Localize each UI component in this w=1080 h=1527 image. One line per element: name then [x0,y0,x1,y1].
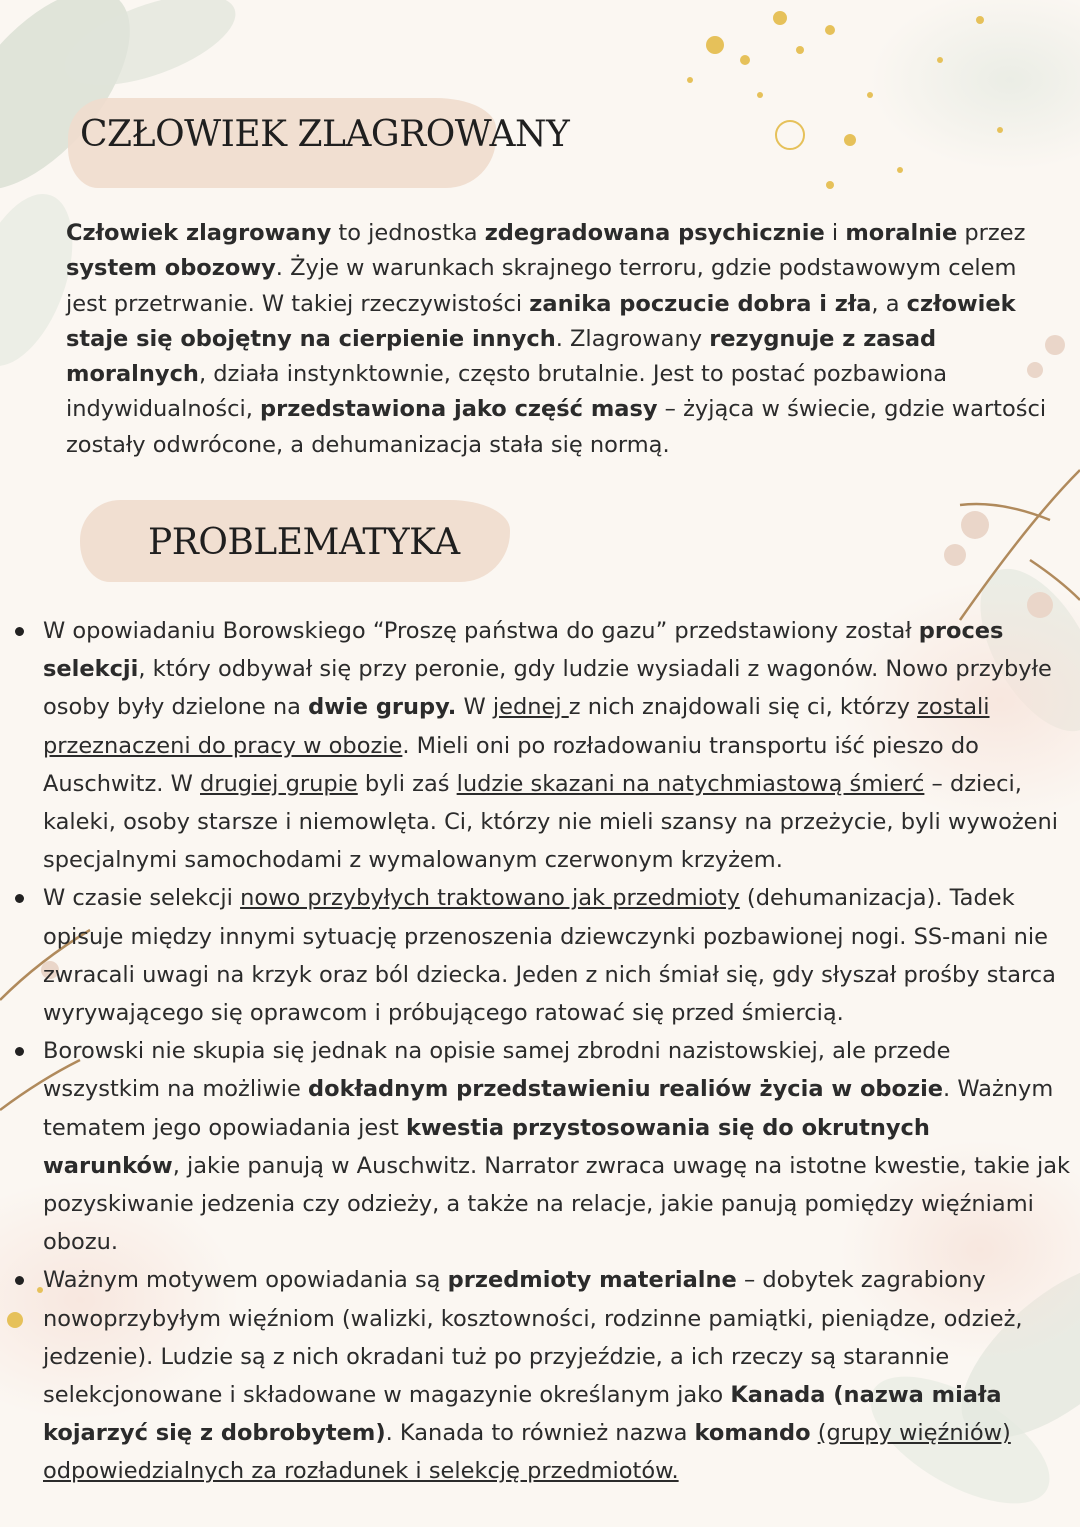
section-heading-problematyka [0,480,540,600]
gold-ring-decoration [776,121,804,149]
problem-list [0,612,1080,1491]
heading-title: PROBLEMATYKA [148,522,460,563]
list-item: W opowiadaniu Borowskiego “Proszę państwa do gazu” przedstawiony został proces selekcji, który odbywał się przy peronie, gdy ludzie wysiadali z wagonów. Nowo przybyłe osoby były dzielone na dwie grupy. W jednej z nich znajdowali się ci, którzy zostali przeznaczeni do pracy w obozie. Mieli oni po rozładowaniu transportu iść pieszo do Auschwitz. W drugiej grupie byli zaś ludzie skazani na natychmiastową śmierć – dzieci, kaleki, osoby starsze i niemowlęta. Ci, którzy nie mieli szansy na przeżycie, byli wywożeni specjalnymi samochodami z wymalowanym czerwonym krzyżem. [0,612,1080,879]
list-item: W czasie selekcji nowo przybyłych traktowano jak przedmioty (dehumanizacja). Tadek opisuje między innymi sytuację przenoszenia dziewczynki pozbawionej nogi. SS-mani nie zwracali uwagi na krzyk oraz ból dziecka. Jeden z nich śmiał się, gdy słyszał prośby starca wyrywającego się oprawcom i próbującego ratować się przed śmiercią. [0,879,1080,1032]
list-item: Borowski nie skupia się jednak na opisie samej zbrodni nazistowskiej, ale przede wszystkim na możliwie dokładnym przedstawieniu realiów życia w obozie. Ważnym tematem jego opowiadania jest kwestia przystosowania się do okrutnych warunków, jakie panują w Auschwitz. Narrator zwraca uwagę na istotne kwestie, takie jak pozyskiwanie jedzenia czy odzieży, a także na relacje, jakie panują pomiędzy więźniami obozu. [0,1032,1080,1261]
heading-title: CZŁOWIEK ZLAGROWANY [80,114,570,155]
intro-paragraph: Człowiek zlagrowany to jednostka zdegradowana psychicznie i moralnie przez system obozowy. Żyje w warunkach skrajnego terroru, gdzie podstawowym celem jest przetrwanie. W takiej rzeczywistości zanika poczucie dobra i zła, a człowiek staje się obojętny na cierpienie innych. Zlagrowany rezygnuje z zasad moralnych, działa instynktownie, często brutalnie. Jest to postać pozbawiona indywidualności, przedstawiona jako część masy – żyjąca w świecie, gdzie wartości zostały odwrócone, a dehumanizacja stała się normą. [66,220,1047,458]
term-czlowiek-zlagrowany: Człowiek zlagrowany [66,220,332,246]
list-item: Ważnym motywem opowiadania są przedmioty materialne – dobytek zagrabiony nowoprzybyłym więźniom (walizki, kosztowności, rodzinne pamiątki, pieniądze, odzież, jedzenie). Ludzie są z nich okradani tuż po przyjeździe, a ich rzeczy są starannie selekcjonowane i składowane w magazynie określanym jako Kanada (nazwa miała kojarzyć się z dobrobytem). Kanada to również nazwa komando (grupy więźniów) odpowiedzialnych za rozładunek i selekcję przedmiotów. [0,1261,1080,1490]
section-heading-lagrowany [0,0,570,200]
